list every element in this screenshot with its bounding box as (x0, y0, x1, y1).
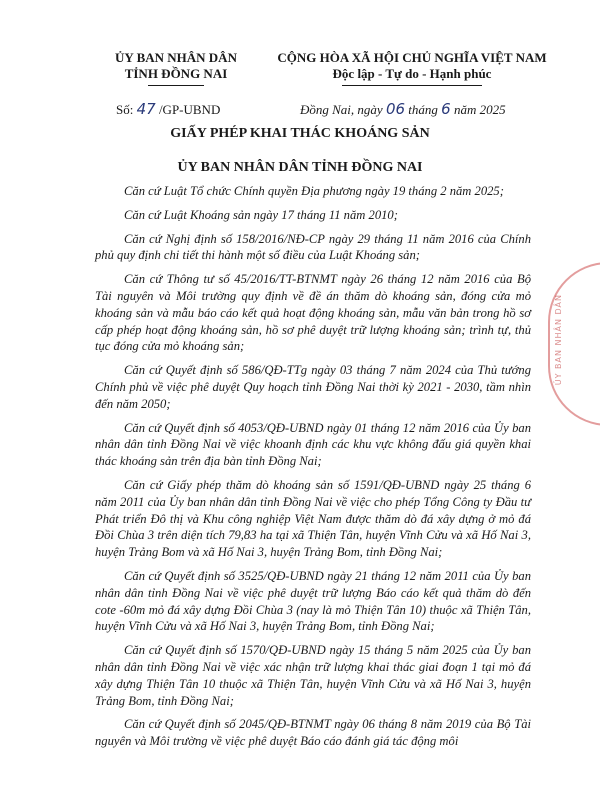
motto-underline (342, 85, 482, 86)
date-month-handwritten: 6 (441, 100, 451, 118)
official-seal-stamp (548, 262, 600, 426)
national-motto: Độc lập - Tự do - Hạnh phúc (332, 66, 492, 81)
legal-basis-paragraph: Căn cứ Quyết định số 3525/QĐ-UBND ngày 21 tháng 12 năm 2011 của Ủy ban nhân dân tỉnh Đồng Nai về việc phê duyệt trữ lượng Báo cáo kết quả thăm dò đến cote -60m mỏ đá xây dựng Đồi Chùa 3 (nay là mỏ Thiện Tân 10) thuộc xã Thiện Tân, huyện Vĩnh Cửu và xã Hố Nai 3, huyện Trảng Bom, tỉnh Đồng Nai; (95, 568, 531, 634)
issue-date (300, 100, 506, 118)
date-day-handwritten: 06 (385, 100, 406, 118)
document-number-handwritten: 47 (136, 100, 156, 118)
date-prefix: Đồng Nai, ngày (300, 102, 386, 117)
legal-basis-paragraph: Căn cứ Thông tư số 45/2016/TT-BTNMT ngày 26 tháng 12 năm 2016 của Bộ Tài nguyên và Môi trường quy định về đề án thăm dò khoáng sản, đóng cửa mỏ khoáng sản và mẫu báo cáo kết quả hoạt động khoáng sản, mẫu văn bản trong hồ sơ cấp phép hoạt động khoáng sản, hồ sơ phê duyệt trữ lượng khoáng sản; trình tự, thủ tục đóng cửa mỏ khoáng sản; (95, 272, 531, 354)
agency-header (86, 50, 266, 86)
legal-basis-paragraph: Căn cứ Nghị định số 158/2016/NĐ-CP ngày 29 tháng 11 năm 2016 của Chính phủ quy định chi tiết thi hành một số điều của Luật Khoáng sản; (95, 231, 531, 263)
document-number-suffix: /GP-UBND (155, 102, 221, 117)
document-number-prefix: Số: (116, 102, 137, 117)
legal-basis-paragraph: Căn cứ Giấy phép thăm dò khoáng sản số 1591/QĐ-UBND ngày 25 tháng 6 năm 2011 của Ủy ban nhân dân tỉnh Đồng Nai về việc cho phép Tổng Công ty Đầu tư Phát triển Đô thị và Khu công nghiệp Việt Nam được thăm dò đá xây dựng ở mỏ đá Đồi Chùa 3 trên diện tích 79,83 ha tại xã Thiện Tân, huyện Vĩnh Cửu và xã Hố Nai 3, huyện Trảng Bom và xã Hố Nai 3, huyện Trảng Bom, tỉnh Đồng Nai; (95, 477, 531, 560)
agency-name-line1: ỦY BAN NHÂN DÂN (115, 50, 237, 65)
seal-text: ỦY BAN NHÂN DÂN (554, 294, 563, 386)
date-month-word: tháng (405, 102, 442, 117)
agency-name-line2: TỈNH ĐỒNG NAI (124, 66, 228, 81)
date-year: năm 2025 (450, 102, 506, 117)
legal-basis-paragraph: Căn cứ Quyết định số 586/QĐ-TTg ngày 03 tháng 7 năm 2024 của Thủ tướng Chính phủ về việc phê duyệt Quy hoạch tỉnh Đồng Nai thời kỳ 2021 - 2030, tầm nhìn đến năm 2050; (95, 363, 531, 411)
legal-basis-paragraph: Căn cứ Quyết định số 2045/QĐ-BTNMT ngày 06 tháng 8 năm 2019 của Bộ Tài nguyên và Môi trường về việc phê duyệt Báo cáo đánh giá tác động môi (95, 717, 531, 749)
national-header (262, 50, 562, 86)
document-number (116, 100, 220, 118)
legal-basis-paragraph: Căn cứ Quyết định số 4053/QĐ-UBND ngày 01 tháng 12 năm 2016 của Ủy ban nhân dân tỉnh Đồng Nai về việc khoanh định các khu vực không đấu giá quyền khai thác khoáng sản trên địa bàn tỉnh Đồng Nai; (95, 420, 531, 469)
issuer-heading: ỦY BAN NHÂN DÂN TỈNH ĐỒNG NAI (177, 160, 423, 175)
document-body (95, 183, 531, 757)
legal-basis-paragraph: Căn cứ Quyết định số 1570/QĐ-UBND ngày 15 tháng 5 năm 2025 của Ủy ban nhân dân tỉnh Đồng Nai về việc xác nhận trữ lượng khai thác giai đoạn 1 tại mỏ đá xây dựng Thiện Tân 10 thuộc xã Thiện Tân, huyện Vĩnh Cửu và xã Hố Nai 3, huyện Trảng Bom, tỉnh Đồng Nai; (95, 643, 531, 708)
agency-underline (148, 85, 204, 86)
document-title: GIẤY PHÉP KHAI THÁC KHOÁNG SẢN (170, 126, 430, 141)
country-name: CỘNG HÒA XÃ HỘI CHỦ NGHĨA VIỆT NAM (277, 50, 547, 65)
legal-basis-paragraph: Căn cứ Luật Khoáng sản ngày 17 tháng 11 năm 2010; (124, 207, 398, 222)
legal-basis-paragraph: Căn cứ Luật Tổ chức Chính quyền Địa phương ngày 19 tháng 2 năm 2025; (124, 184, 504, 198)
